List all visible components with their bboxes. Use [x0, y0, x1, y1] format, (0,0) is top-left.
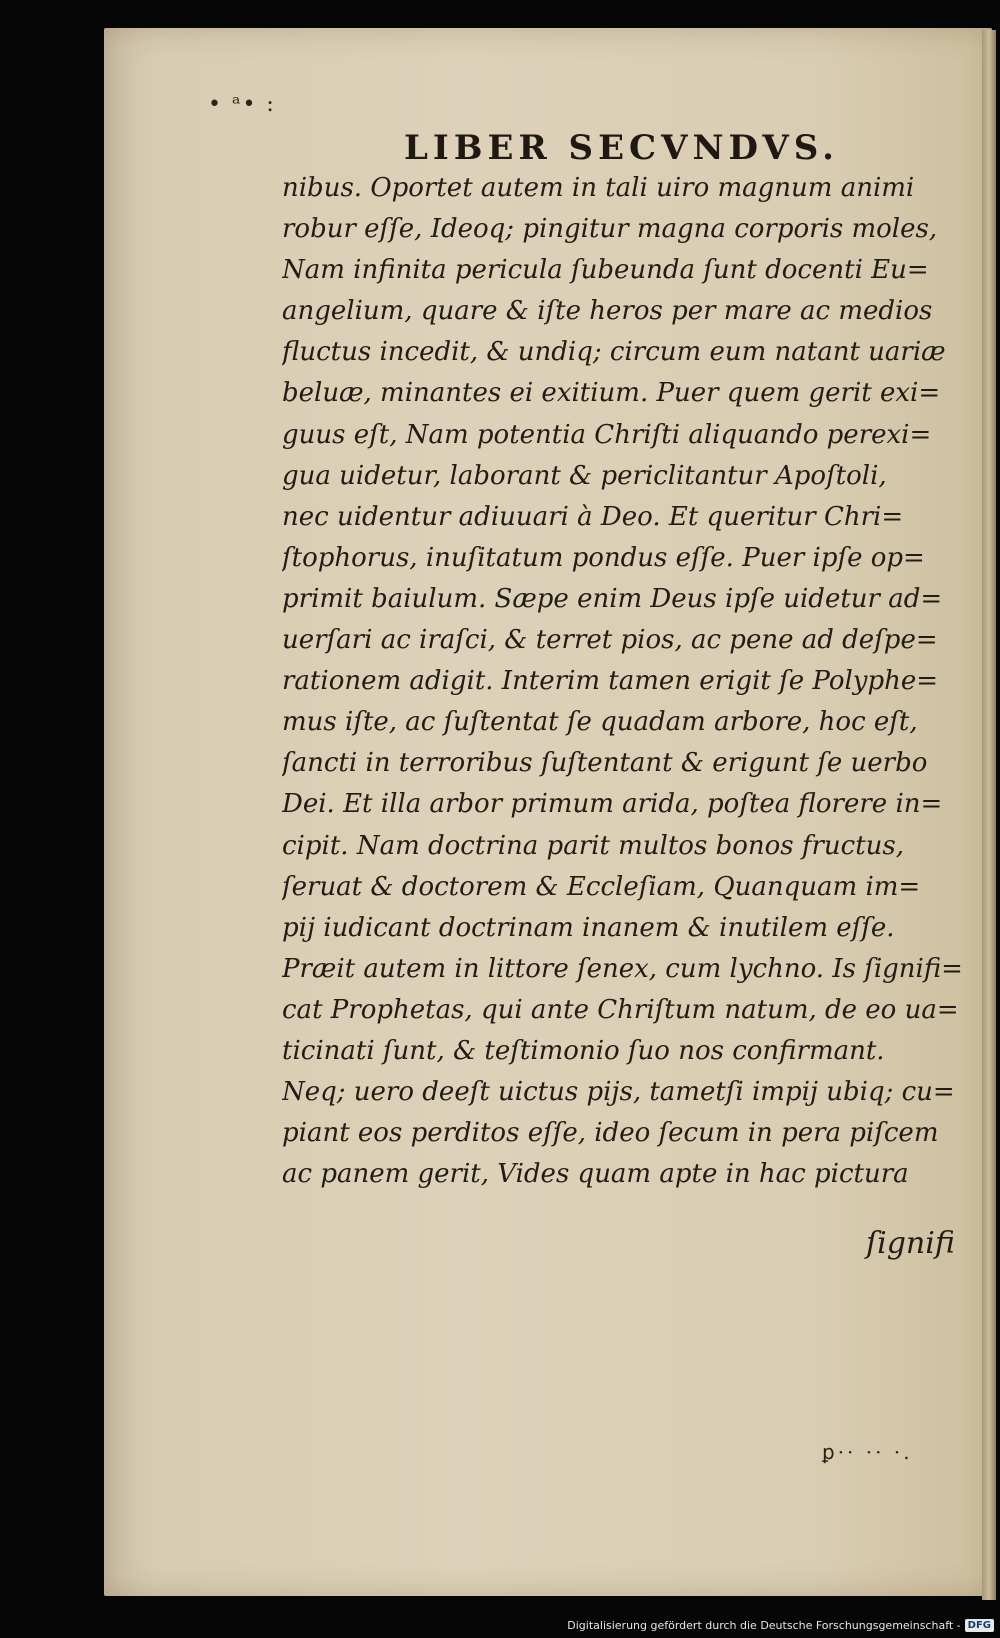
text-line: ticinati ſunt, & teſtimonio ſuo nos confirmant. — [282, 1035, 885, 1066]
digitization-footer — [567, 1619, 994, 1632]
text-line: angelium, quare & iſte heros per mare ac medios — [282, 296, 933, 327]
catchword: ſignifi — [866, 1226, 955, 1261]
text-line: guus eſt, Nam potentia Chriſti aliquando perexi= — [282, 419, 932, 450]
text-line: Nam infinita pericula ſubeunda ſunt docenti Eu= — [282, 255, 929, 286]
text-line: ſancti in terroribus ſuſtentant & erigunt ſe uerbo — [282, 748, 928, 779]
dfg-logo: DFG — [965, 1619, 994, 1632]
text-line: cipit. Nam doctrina parit multos bonos fructus, — [282, 830, 905, 861]
text-line: ſeruat & doctorem & Eccleſiam, Quanquam im= — [282, 871, 921, 902]
text-line: cat Prophetas, qui ante Chriſtum natum, de eo ua= — [282, 994, 959, 1025]
footer-credit: Digitalisierung gefördert durch die Deutsche Forschungsgemeinschaft - — [567, 1619, 961, 1632]
corner-marks: • ᵃ• : — [208, 92, 276, 117]
text-line: Neq; uero deeſt uictus pijs, tametſi impij ubiq; cu= — [282, 1077, 955, 1108]
text-line: fluctus incedit, & undiq; circum eum natant uariæ — [282, 337, 946, 368]
text-line: rationem adigit. Interim tamen erigit ſe Polyphe= — [282, 666, 939, 697]
text-line: beluæ, minantes ei exitium. Puer quem gerit exi= — [282, 378, 941, 409]
bottom-marks: ꝑ·· ·· ·. — [822, 1440, 913, 1464]
page-edge — [982, 30, 996, 1600]
text-line: robur eſſe, Ideoq; pingitur magna corporis moles, — [282, 214, 938, 245]
body-text — [282, 168, 972, 1195]
text-line: nec uidentur adiuuari à Deo. Et queritur Chri= — [282, 501, 904, 532]
text-line: piant eos perditos eſſe, ideo ſecum in pera piſcem — [282, 1118, 939, 1149]
text-line: ac panem gerit, Vides quam apte in hac pictura — [282, 1159, 909, 1190]
text-line: uerſari ac iraſci, & terret pios, ac pene ad deſpe= — [282, 625, 938, 656]
text-line: nibus. Oportet autem in tali uiro magnum animi — [282, 173, 915, 203]
text-line: primit baiulum. Sæpe enim Deus ipſe uidetur ad= — [282, 583, 943, 614]
running-head: LIBER SECVNDVS. — [404, 128, 839, 168]
text-line: ſtophorus, inuſitatum pondus eſſe. Puer ipſe op= — [282, 542, 925, 573]
text-line: mus iſte, ac ſuſtentat ſe quadam arbore, hoc eſt, — [282, 707, 918, 738]
text-line: Præit autem in littore ſenex, cum lychno. Is ſignifi= — [282, 953, 963, 984]
text-line: pij iudicant doctrinam inanem & inutilem eſſe. — [282, 912, 895, 943]
text-line: Dei. Et illa arbor primum arida, poſtea florere in= — [282, 789, 943, 820]
text-line: gua uidetur, laborant & periclitantur Apoſtoli, — [282, 460, 887, 491]
